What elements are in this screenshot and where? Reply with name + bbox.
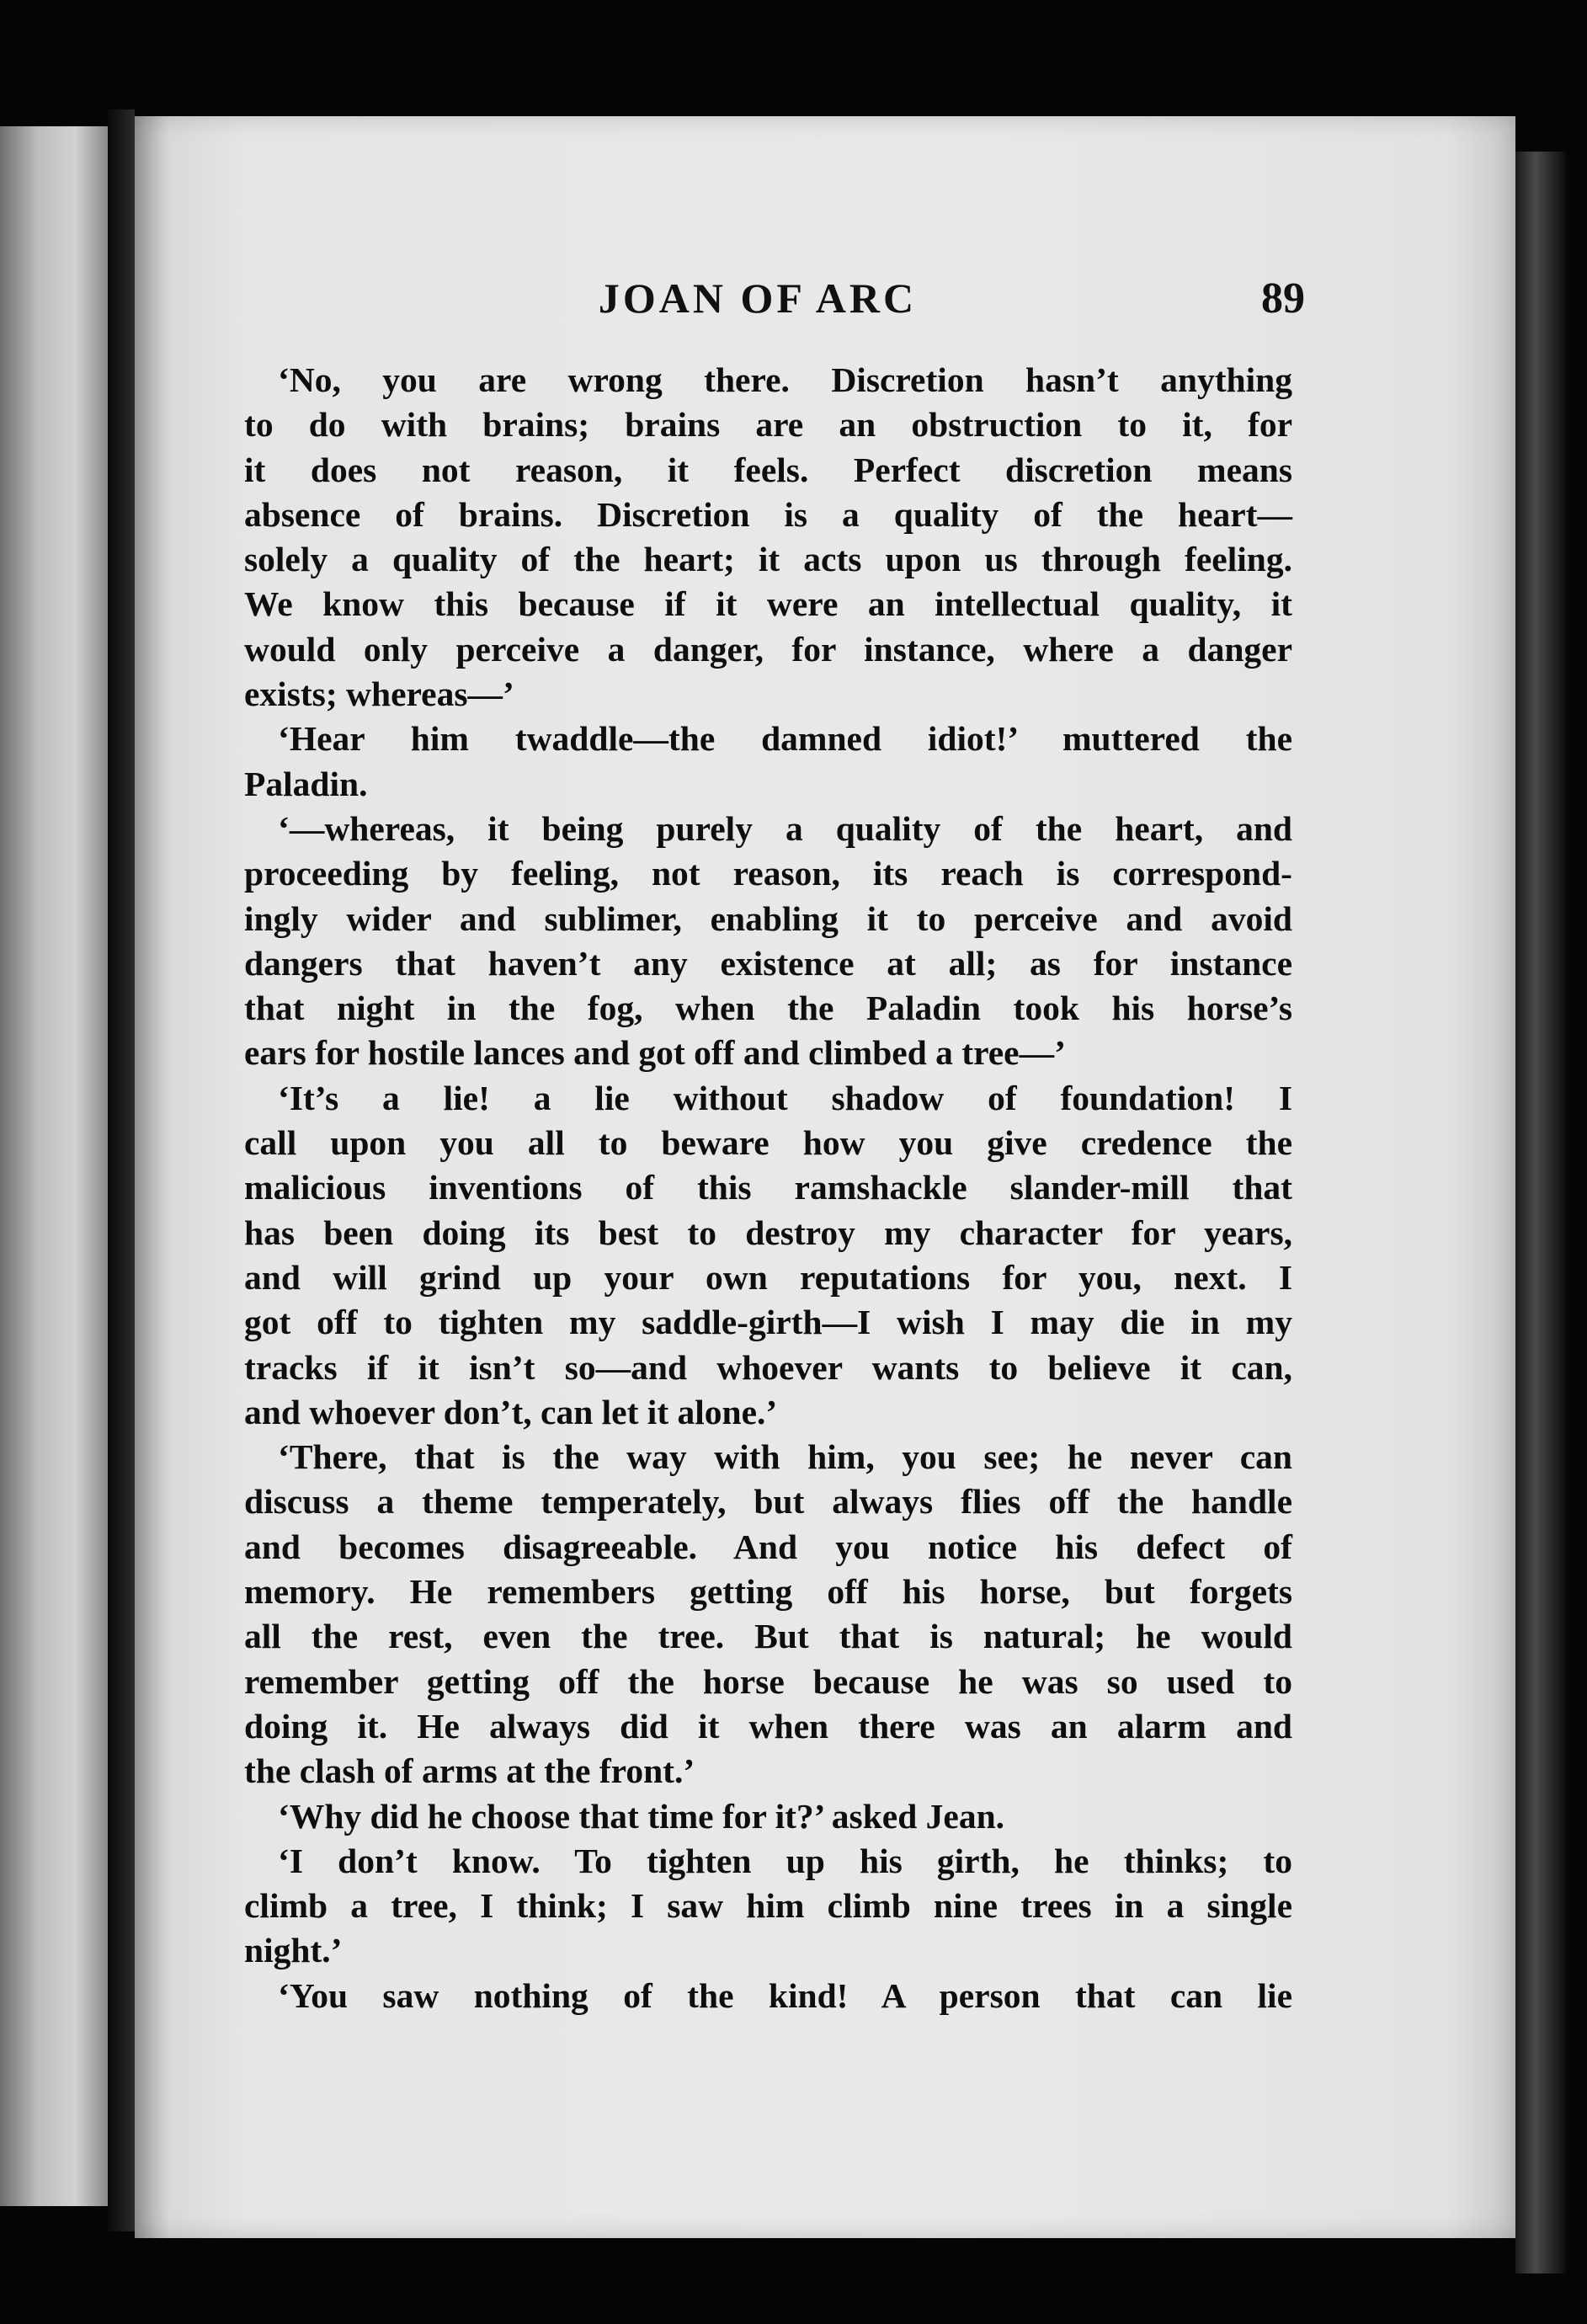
text-line: ingly wider and sublimer, enabling it to perceive and avoid <box>244 898 1292 938</box>
page-header <box>295 265 1305 333</box>
text-line: memory. He remembers getting off his horse, but forgets <box>244 1572 1292 1612</box>
text-line: to do with brains; brains are an obstruction to it, for <box>244 405 1292 445</box>
text-line: it does not reason, it feels. Perfect discretion means <box>244 450 1292 489</box>
text-line: tracks if it isn’t so—and whoever wants to believe it can, <box>244 1347 1292 1387</box>
text-line: proceeding by feeling, not reason, its reach is correspond- <box>244 854 1292 893</box>
text-line: climb a tree, I think; I saw him climb nine trees in a single <box>244 1886 1292 1926</box>
text-line: ‘No, you are wrong there. Discretion hasn’t anything <box>278 360 1292 399</box>
text-line: and becomes disagreeable. And you notice his defect of <box>244 1527 1292 1566</box>
text-line: got off to tighten my saddle-girth—I wish I may die in my <box>244 1303 1292 1342</box>
page-number: 89 <box>1261 275 1305 322</box>
text-line: exists; whereas—’ <box>244 674 514 714</box>
text-line: remember getting off the horse because he was so used to <box>244 1661 1292 1701</box>
text-line: night.’ <box>244 1931 343 1970</box>
running-title: JOAN OF ARC <box>598 275 918 322</box>
text-line: all the rest, even the tree. But that is natural; he would <box>244 1617 1292 1656</box>
text-line: ears for hostile lances and got off and climbed a tree—’ <box>244 1033 1066 1073</box>
book-gutter-shadow <box>108 109 135 2231</box>
text-line: discuss a theme temperately, but always flies off the handle <box>244 1482 1292 1522</box>
text-line: and whoever don’t, can let it alone.’ <box>244 1392 778 1431</box>
text-line: malicious inventions of this ramshackle slander-mill that <box>244 1168 1292 1207</box>
text-line: the clash of arms at the front.’ <box>244 1751 695 1791</box>
text-line: ‘There, that is the way with him, you see; he never can <box>278 1437 1292 1477</box>
facing-page-edge <box>0 126 108 2206</box>
text-line: Paladin. <box>244 764 368 803</box>
text-line: and will grind up your own reputations for you, next. I <box>244 1257 1292 1297</box>
text-line: ‘I don’t know. To tighten up his girth, he thinks; to <box>278 1841 1292 1880</box>
page-stack-edge <box>1515 152 1566 2273</box>
text-line: that night in the fog, when the Paladin took his horse’s <box>244 989 1292 1028</box>
text-line: ‘You saw nothing of the kind! A person that can lie <box>278 1975 1292 2015</box>
text-line: call upon you all to beware how you give credence the <box>244 1123 1292 1163</box>
text-line: absence of brains. Discretion is a quality of the heart— <box>244 494 1292 534</box>
text-line: We know this because if it were an intellectual quality, it <box>244 584 1292 624</box>
text-line: ‘—whereas, it being purely a quality of the heart, and <box>278 808 1292 848</box>
text-line: doing it. He always did it when there was an alarm and <box>244 1706 1292 1746</box>
text-line: ‘Why did he choose that time for it?’ asked Jean. <box>278 1796 1005 1836</box>
text-line: solely a quality of the heart; it acts upon us through feeling. <box>244 540 1292 579</box>
text-line: ‘It’s a lie! a lie without shadow of foundation! I <box>278 1078 1292 1117</box>
text-line: ‘Hear him twaddle—the damned idiot!’ muttered the <box>278 719 1292 759</box>
text-line: dangers that haven’t any existence at all; as for instance <box>244 943 1292 983</box>
text-line: has been doing its best to destroy my character for years, <box>244 1213 1292 1252</box>
body-text <box>244 358 1292 2018</box>
text-line: would only perceive a danger, for instance, where a danger <box>244 629 1292 669</box>
